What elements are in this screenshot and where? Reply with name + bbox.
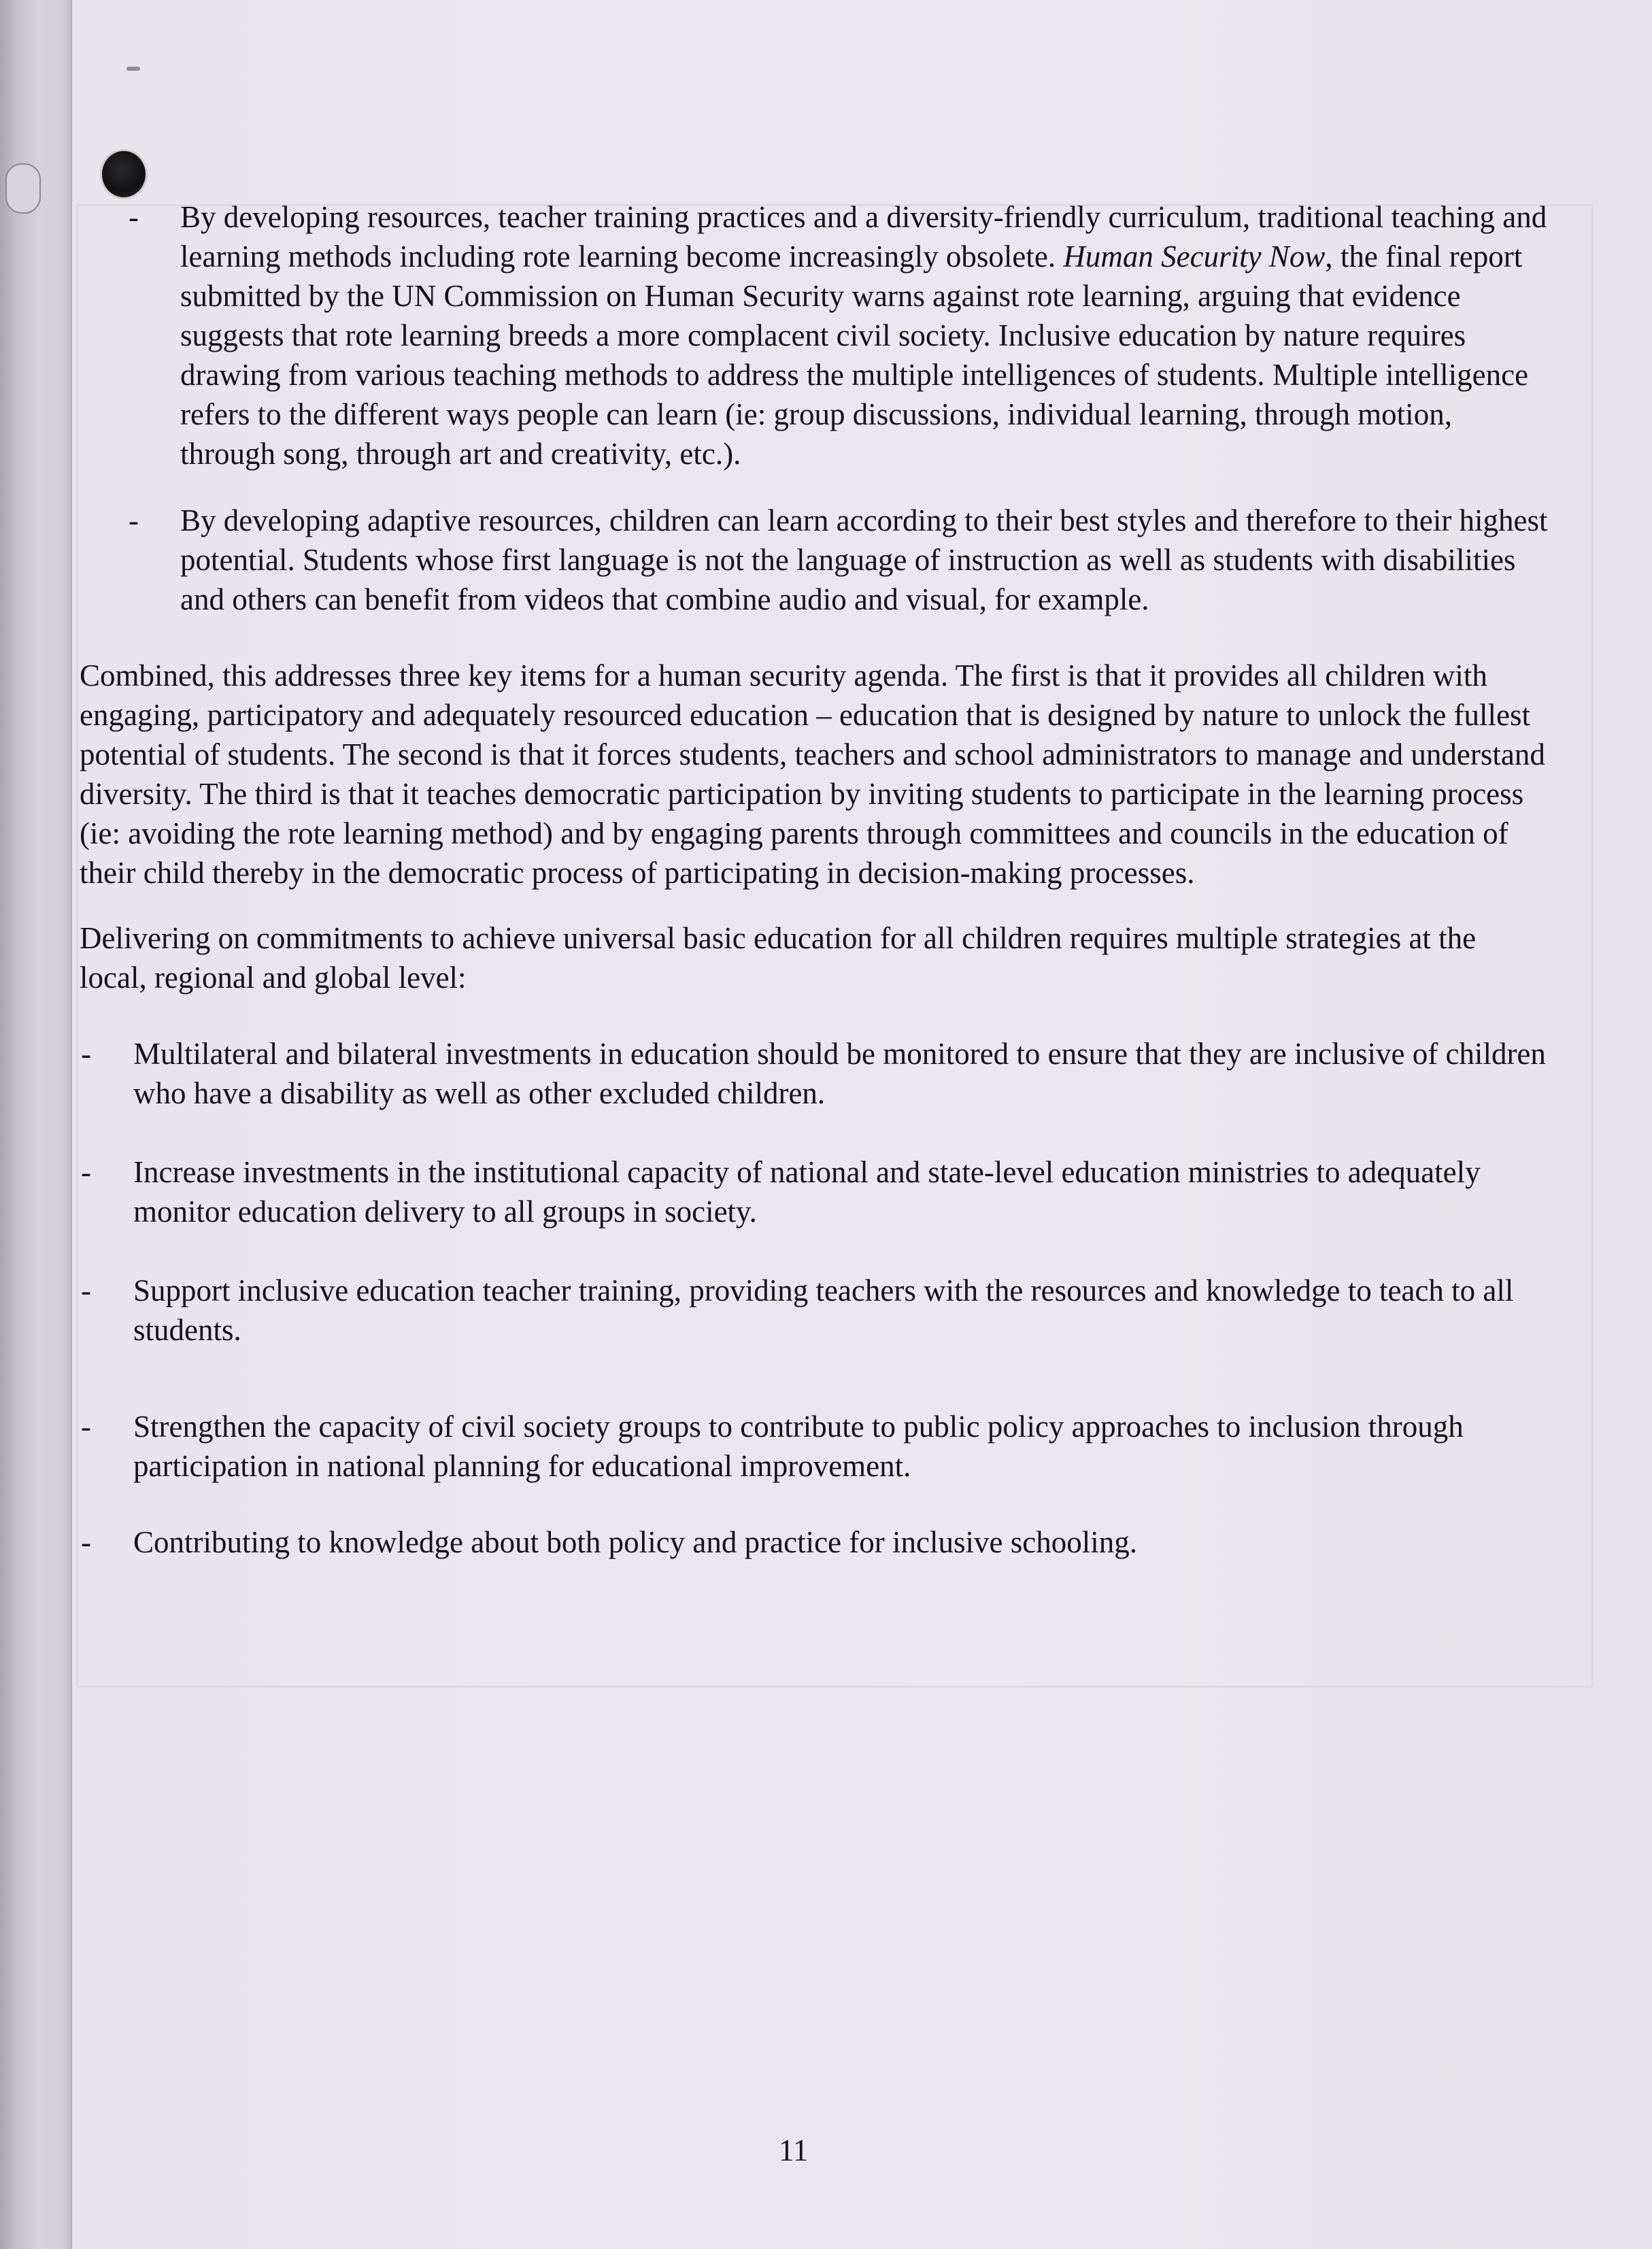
bullet-item-teacher-training — [80, 1271, 1549, 1350]
bullet-item-investments — [80, 1152, 1549, 1231]
paper-speck — [127, 67, 140, 71]
bullet-item-resources — [80, 197, 1549, 473]
bullet-item-multilateral — [80, 1034, 1549, 1113]
bullet-marker: - — [81, 1273, 91, 1307]
binder-hole — [5, 163, 41, 214]
bullet-text: By developing resources, teacher training practices and a diversity-friendly curriculum, traditional teaching and learning methods including rote learning become increasingly obsolete. Human Security Now, the final report submitted by the UN Commission on Human Security warns against rote learning, arguing that evidence suggests that rote learning breeds a more complacent civil society. Inclusive education by nature requires drawing from various teaching methods to address the multiple intelligences of students. Multiple intelligence refers to the different ways people can learn (ie: group discussions, individual learning, through motion, through song, through art and creativity, etc.). — [180, 200, 1547, 471]
paragraph-delivering: Delivering on commitments to achieve universal basic education for all children requires multiple strategies at the local, regional and global level: — [80, 921, 1477, 995]
bullet-item-civil-society — [80, 1407, 1549, 1486]
bullet-marker: - — [129, 503, 139, 537]
bullet-marker: - — [81, 1037, 91, 1071]
bullet-item-adaptive-resources — [80, 501, 1549, 619]
bullet-marker: - — [81, 1410, 91, 1444]
bullet-text: By developing adaptive resources, children can learn according to their best styles and therefore to their highest potential. Students whose first language is not the language of instruction as well as students with disabilities and others can benefit from videos that combine audio and visual, for example. — [180, 503, 1548, 616]
bullet-marker: - — [81, 1525, 91, 1559]
bullet-text: Increase investments in the institutional capacity of national and state-level education ministries to adequately monitor education delivery to all groups in society. — [133, 1155, 1481, 1229]
bullet-text: Strengthen the capacity of civil society groups to contribute to public policy approaches to inclusion through participation in national planning for educational improvement. — [133, 1410, 1464, 1483]
bullet-text: Contributing to knowledge about both policy and practice for inclusive schooling. — [133, 1525, 1137, 1559]
binder-edge — [0, 0, 72, 2249]
punch-hole — [102, 151, 146, 197]
report-title: Human Security Now — [1063, 239, 1326, 273]
bullet-marker: - — [129, 200, 139, 234]
bullet-text: Multilateral and bilateral investments in education should be monitored to ensure that they are inclusive of children who have a disability as well as other excluded children. — [133, 1037, 1546, 1110]
paragraph-combined: Combined, this addresses three key items for a human security agenda. The first is that it provides all children with engaging, participatory and adequately resourced education – education that is designed by nature to unlock the fullest potential of students. The second is that it forces students, teachers and school administrators to manage and understand diversity. The third is that it teaches democratic participation by inviting students to participate in the learning process (ie: avoiding the rote learning method) and by engaging parents through committees and councils in the education of their child thereby in the democratic process of participating in decision-making processes. — [80, 659, 1545, 890]
bullet-item-knowledge — [80, 1522, 1549, 1562]
page-number: 11 — [779, 2133, 809, 2167]
document-body — [80, 197, 1549, 1562]
bullet-text: Support inclusive education teacher training, providing teachers with the resources and knowledge to teach to all students. — [133, 1273, 1514, 1347]
bullet-marker: - — [81, 1155, 91, 1189]
